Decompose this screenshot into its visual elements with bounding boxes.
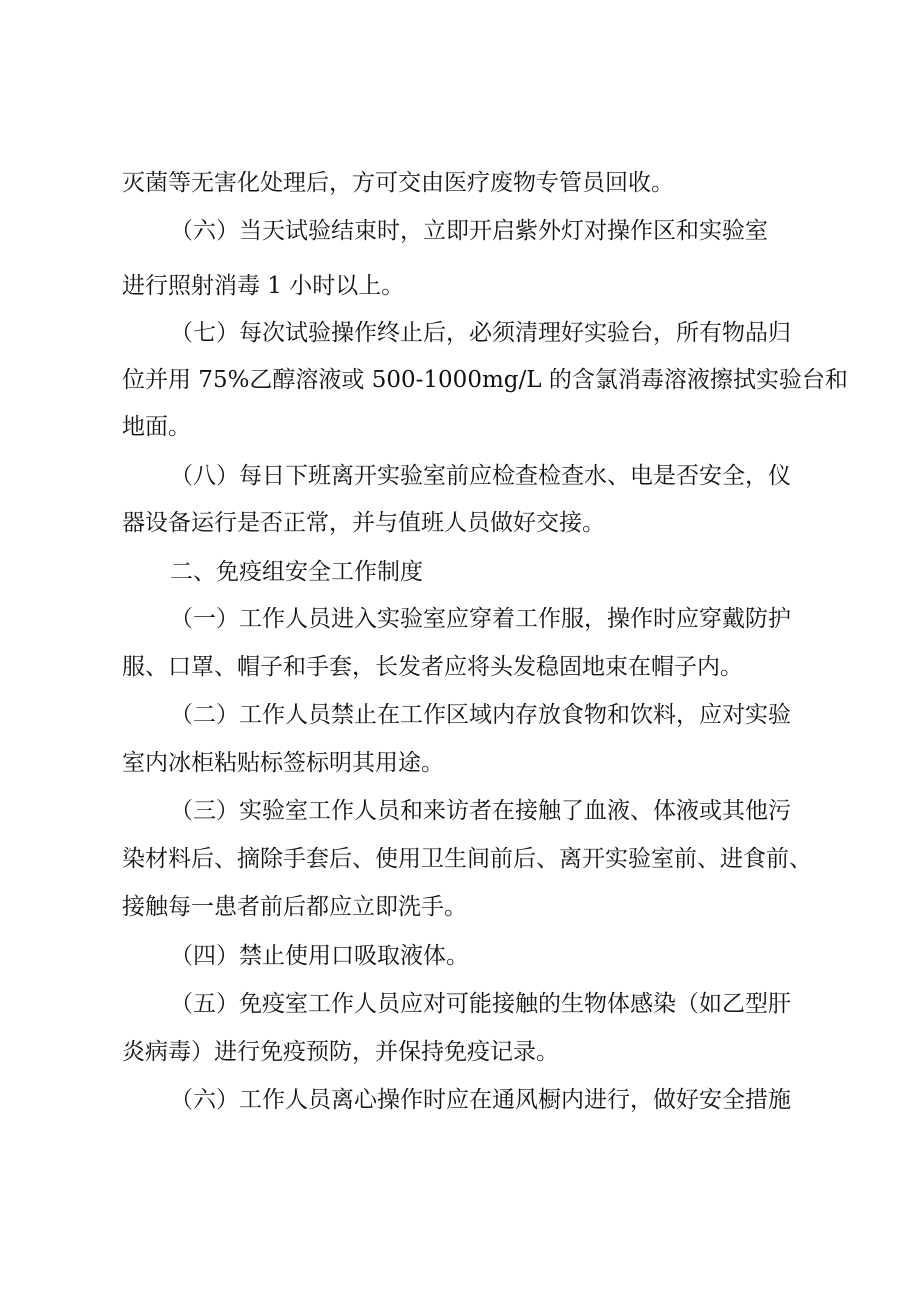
text-line: （一）工作人员进入实验室应穿着工作服，操作时应穿戴防护 [170,606,791,632]
text-line: 接触每一患者前后都应立即洗手。 [122,894,467,920]
text-line: 服、口罩、帽子和手套，长发者应将头发稳固地束在帽子内。 [122,654,743,680]
text-line: 炎病毒）进行免疫预防，并保持免疫记录。 [122,1039,559,1065]
text-line: （六）当天试验结束时，立即开启紫外灯对操作区和实验室 [170,218,768,244]
text-line: 染材料后、摘除手套后、使用卫生间前后、离开实验室前、进食前、 [122,846,812,872]
text-line: （七）每次试验操作终止后，必须清理好实验台，所有物品归 [170,320,791,346]
text-line: 进行照射消毒 1 小时以上。 [122,273,405,299]
text-line: 室内冰柜粘贴标签标明其用途。 [122,750,444,776]
text-line: （二）工作人员禁止在工作区域内存放食物和饮料，应对实验 [170,702,791,728]
text-line: （五）免疫室工作人员应对可能接触的生物体感染（如乙型肝 [170,991,791,1017]
text-line: （八）每日下班离开实验室前应检查检查水、电是否安全，仪 [170,463,791,489]
text-line: （四）禁止使用口吸取液体。 [170,943,469,969]
text-line: （六）工作人员离心操作时应在通风橱内进行，做好安全措施 [170,1087,791,1113]
text-line: 地面。 [122,414,191,440]
text-line: 器设备运行是否正常，并与值班人员做好交接。 [122,510,605,536]
section-heading: 二、免疫组安全工作制度 [170,559,423,585]
text-line: 位并用 75%乙醇溶液或 500-1000mg/L 的含氯消毒溶液擦拭实验台和 [122,367,848,393]
text-line: （三）实验室工作人员和来访者在接触了血液、体液或其他污 [170,798,791,824]
text-line: 灭菌等无害化处理后，方可交由医疗废物专管员回收。 [122,170,674,196]
